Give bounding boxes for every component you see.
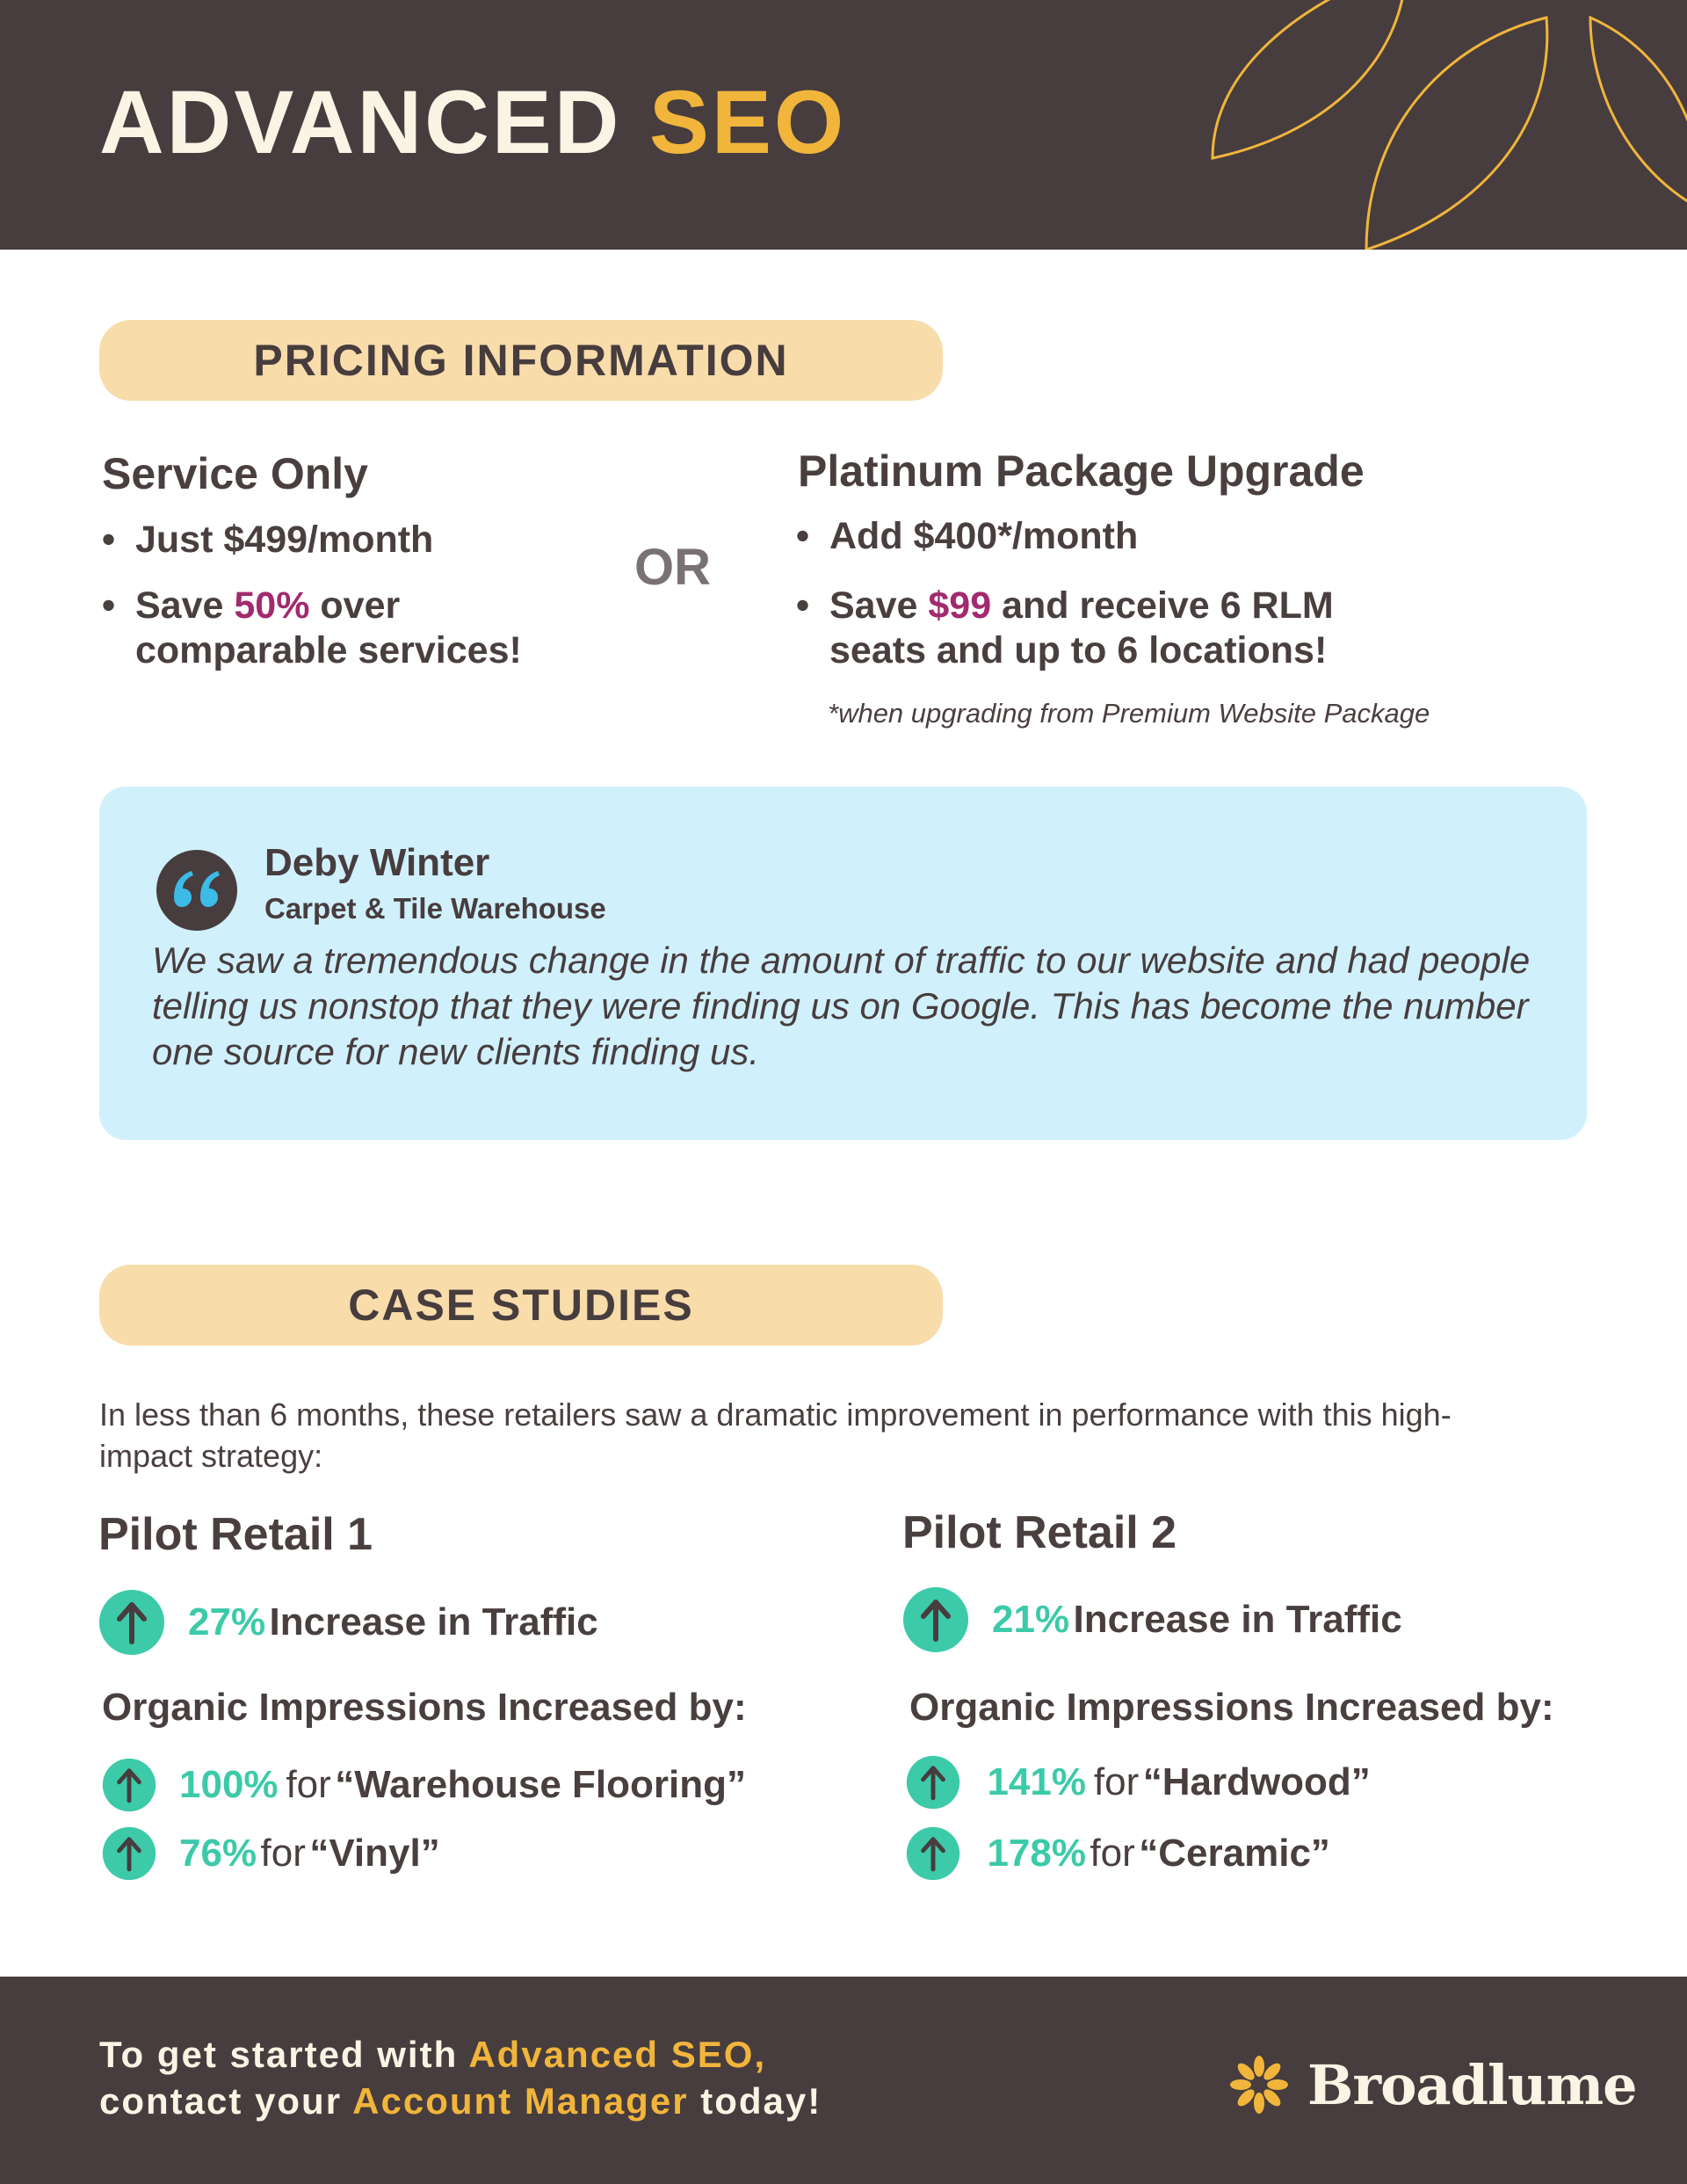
- testimonial-company: Carpet & Tile Warehouse: [264, 892, 606, 925]
- retail-1-traffic-stat: [98, 1589, 598, 1656]
- traffic-label: Increase in Traffic: [1073, 1598, 1402, 1641]
- bullet-text: Save: [135, 584, 235, 627]
- traffic-value: 21%: [992, 1598, 1070, 1641]
- footer-highlight: Advanced SEO,: [468, 2034, 767, 2075]
- pricing-section-label: PRICING INFORMATION: [99, 320, 943, 401]
- impression-term: “Ceramic”: [1139, 1832, 1330, 1875]
- arrow-up-icon: [102, 1758, 156, 1812]
- platinum-heading: Platinum Package Upgrade: [798, 446, 1365, 496]
- retail-1-impression-item: [102, 1758, 746, 1812]
- testimonial-quote: We saw a tremendous change in the amount of traffic to our website and had people telling us nonstop that they were finding us on Google. This has become the number one source for new clients finding us.: [152, 940, 1531, 1072]
- retail-2-impressions-heading: Organic Impressions Increased by:: [909, 1686, 1554, 1729]
- traffic-value: 27%: [188, 1600, 266, 1643]
- bullet-text: Just $499/month: [135, 519, 434, 561]
- footer-highlight: Account Manager: [352, 2080, 689, 2122]
- impression-term: “Warehouse Flooring”: [335, 1763, 746, 1806]
- retail-1-impression-item: [102, 1826, 440, 1881]
- impression-for: for: [1090, 1832, 1135, 1875]
- case-studies-section-label: CASE STUDIES: [99, 1265, 943, 1346]
- footer-line-1: [99, 2031, 822, 2078]
- impression-value: 178%: [987, 1832, 1086, 1875]
- retail-1-impressions-heading: Organic Impressions Increased by:: [102, 1686, 747, 1729]
- brand-name: Broadlume: [1307, 2052, 1637, 2117]
- arrow-up-icon: [102, 1826, 156, 1881]
- header-banner: [0, 0, 1687, 250]
- impression-term: “Vinyl”: [309, 1832, 440, 1875]
- testimonial-card: [99, 787, 1587, 1140]
- footer-text: contact your: [99, 2080, 353, 2122]
- impression-for: for: [286, 1763, 331, 1806]
- savings-highlight: 50%: [234, 584, 310, 627]
- impression-term: “Hardwood”: [1142, 1760, 1371, 1803]
- impression-value: 141%: [987, 1760, 1086, 1803]
- or-divider: OR: [634, 539, 711, 596]
- broadlume-logo: [1227, 2052, 1637, 2117]
- bullet-text: and receive 6 RLM seats and up to 6 locations!: [829, 584, 1334, 671]
- retail-2-impression-item: [906, 1755, 1371, 1810]
- title-part-1: ADVANCED: [99, 72, 622, 172]
- footer-text: today!: [688, 2080, 822, 2122]
- footer-cta: [99, 2031, 822, 2124]
- platinum-bullet-price: • Add $400*/month: [796, 515, 1139, 557]
- retail-2-traffic-stat: [902, 1586, 1402, 1653]
- title-part-2: SEO: [648, 72, 847, 172]
- testimonial-name: Deby Winter: [264, 841, 490, 884]
- service-only-heading: Service Only: [102, 449, 368, 498]
- retail-2-impression-item: [906, 1826, 1330, 1881]
- bullet-text: Add $400*/month: [829, 515, 1139, 557]
- arrow-up-icon: [906, 1755, 960, 1810]
- case-studies-intro: In less than 6 months, these retailers saw a dramatic improvement in performance with this high-impact strategy:: [99, 1397, 1452, 1474]
- broadlume-logo-icon: [1227, 2052, 1292, 2117]
- platinum-bullet-savings: • Save $99 and receive 6 RLM seats and up to 6 locations!: [796, 584, 1334, 671]
- savings-highlight: $99: [928, 584, 992, 627]
- pilot-retail-2-heading: Pilot Retail 2: [902, 1507, 1177, 1558]
- footer-banner: [0, 1977, 1687, 2184]
- arrow-up-icon: [902, 1586, 969, 1653]
- leaf-decoration-icon: [1177, 0, 1687, 250]
- impression-value: 76%: [179, 1832, 257, 1875]
- arrow-up-icon: [98, 1589, 165, 1656]
- footer-text: To get started with: [99, 2034, 469, 2075]
- bullet-text: over comparable services!: [135, 584, 522, 671]
- service-only-bullet-savings: • Save 50% over comparable services!: [102, 584, 522, 671]
- traffic-label: Increase in Traffic: [269, 1600, 598, 1643]
- quote-icon: [155, 848, 239, 932]
- pricing-footnote: *when upgrading from Premium Website Package: [828, 698, 1430, 729]
- arrow-up-icon: [906, 1826, 960, 1881]
- page-title: [99, 72, 847, 172]
- footer-line-2: [99, 2078, 822, 2124]
- impression-value: 100%: [179, 1763, 279, 1806]
- impression-for: for: [1093, 1760, 1140, 1803]
- bullet-text: Save: [829, 584, 929, 627]
- impression-for: for: [260, 1832, 306, 1875]
- pilot-retail-1-heading: Pilot Retail 1: [98, 1509, 373, 1560]
- service-only-bullet-price: • Just $499/month: [102, 519, 434, 561]
